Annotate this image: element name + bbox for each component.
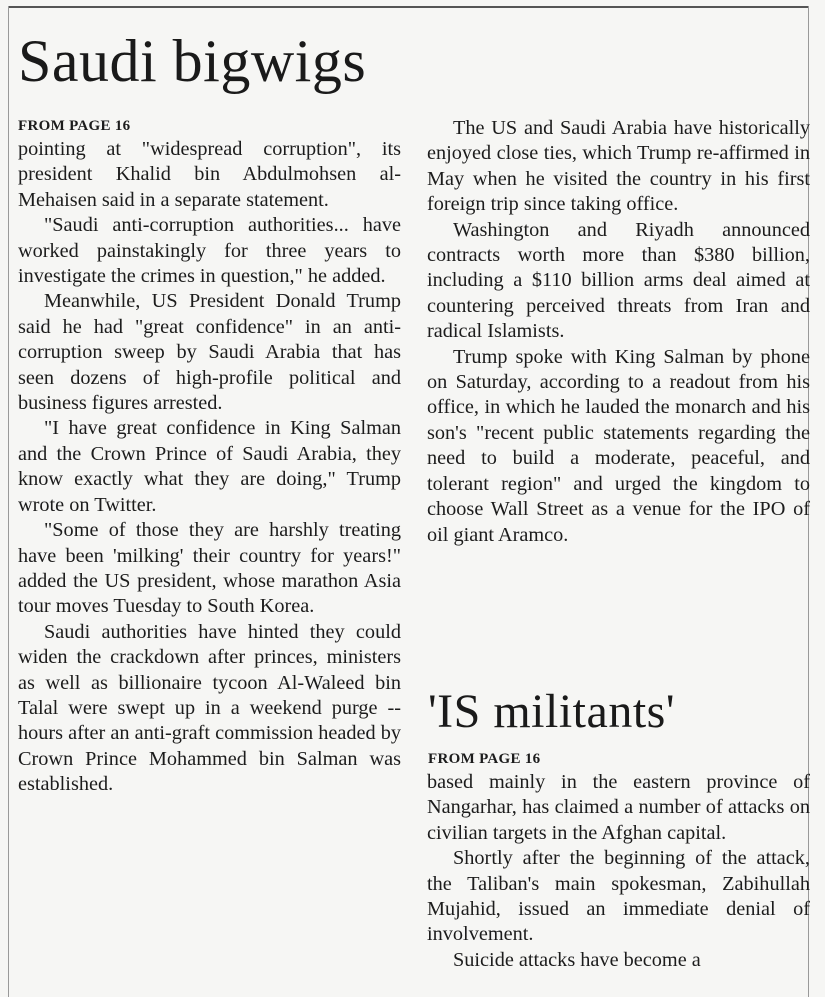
paragraph: Washington and Riyadh announced contracts worth more than $380 billion, including a $110 billion arms deal aimed at countering perceived threats from Iran and radical Islamists. xyxy=(427,218,810,343)
from-page-kicker-2: FROM PAGE 16 xyxy=(428,751,541,767)
article2-column xyxy=(427,770,810,997)
paragraph: "Saudi anti-corruption authorities... have worked painstakingly for three years to investigate the crimes in question," he added. xyxy=(18,214,401,288)
article1-column-right xyxy=(427,116,810,548)
paragraph: "I have great confidence in King Salman and the Crown Prince of Saudi Arabia, they know exactly what they are doing," Trump wrote on Twitter. xyxy=(18,417,401,516)
paragraph: Shortly after the beginning of the attack, the Taliban's main spokesman, Zabihullah Mujahid, issued an immediate denial of involvement. xyxy=(427,847,810,946)
top-rule xyxy=(8,6,808,8)
article1-column-left xyxy=(18,137,401,798)
headline-saudi-bigwigs: Saudi bigwigs xyxy=(18,28,367,94)
paragraph: Saudi authorities have hinted they could widen the crackdown after princes, ministers as well as billionaire tycoon Al-Waleed bin Talal were swept up in a weekend purge -- hours after an anti-graft commission headed by Crown Prince Mohammed bin Salman was established. xyxy=(18,620,401,796)
headline-is-militants: 'IS militants' xyxy=(428,685,675,738)
paragraph: Suicide attacks have become a xyxy=(453,948,701,971)
from-page-kicker-1: FROM PAGE 16 xyxy=(18,118,131,134)
paragraph: Trump spoke with King Salman by phone on Saturday, according to a readout from his office, in which he lauded the monarch and his son's "recent public statements regarding the need to build a moderate, peaceful, and tolerant region" and urged the kingdom to choose Wall Street as a venue for the IPO of oil giant Aramco. xyxy=(427,345,810,546)
paragraph: Meanwhile, US President Donald Trump said he had "great confidence" in an anti-corruption sweep by Saudi Arabia that has seen dozens of high-profile political and business figures arrested. xyxy=(18,290,401,415)
paragraph: based mainly in the eastern province of Nangarhar, has claimed a number of attacks on civilian targets in the Afghan capital. xyxy=(427,771,810,844)
paragraph: pointing at "widespread corruption", its president Khalid bin Abdulmohsen al-Mehaisen said in a separate statement. xyxy=(18,138,401,211)
paragraph: "Some of those they are harshly treating have been 'milking' their country for years!" added the US president, whose marathon Asia tour moves Tuesday to South Korea. xyxy=(18,519,401,618)
left-rule xyxy=(8,6,9,997)
paragraph: The US and Saudi Arabia have historically enjoyed close ties, which Trump re-affirmed in May when he visited the country in his first foreign trip since taking office. xyxy=(427,117,810,216)
